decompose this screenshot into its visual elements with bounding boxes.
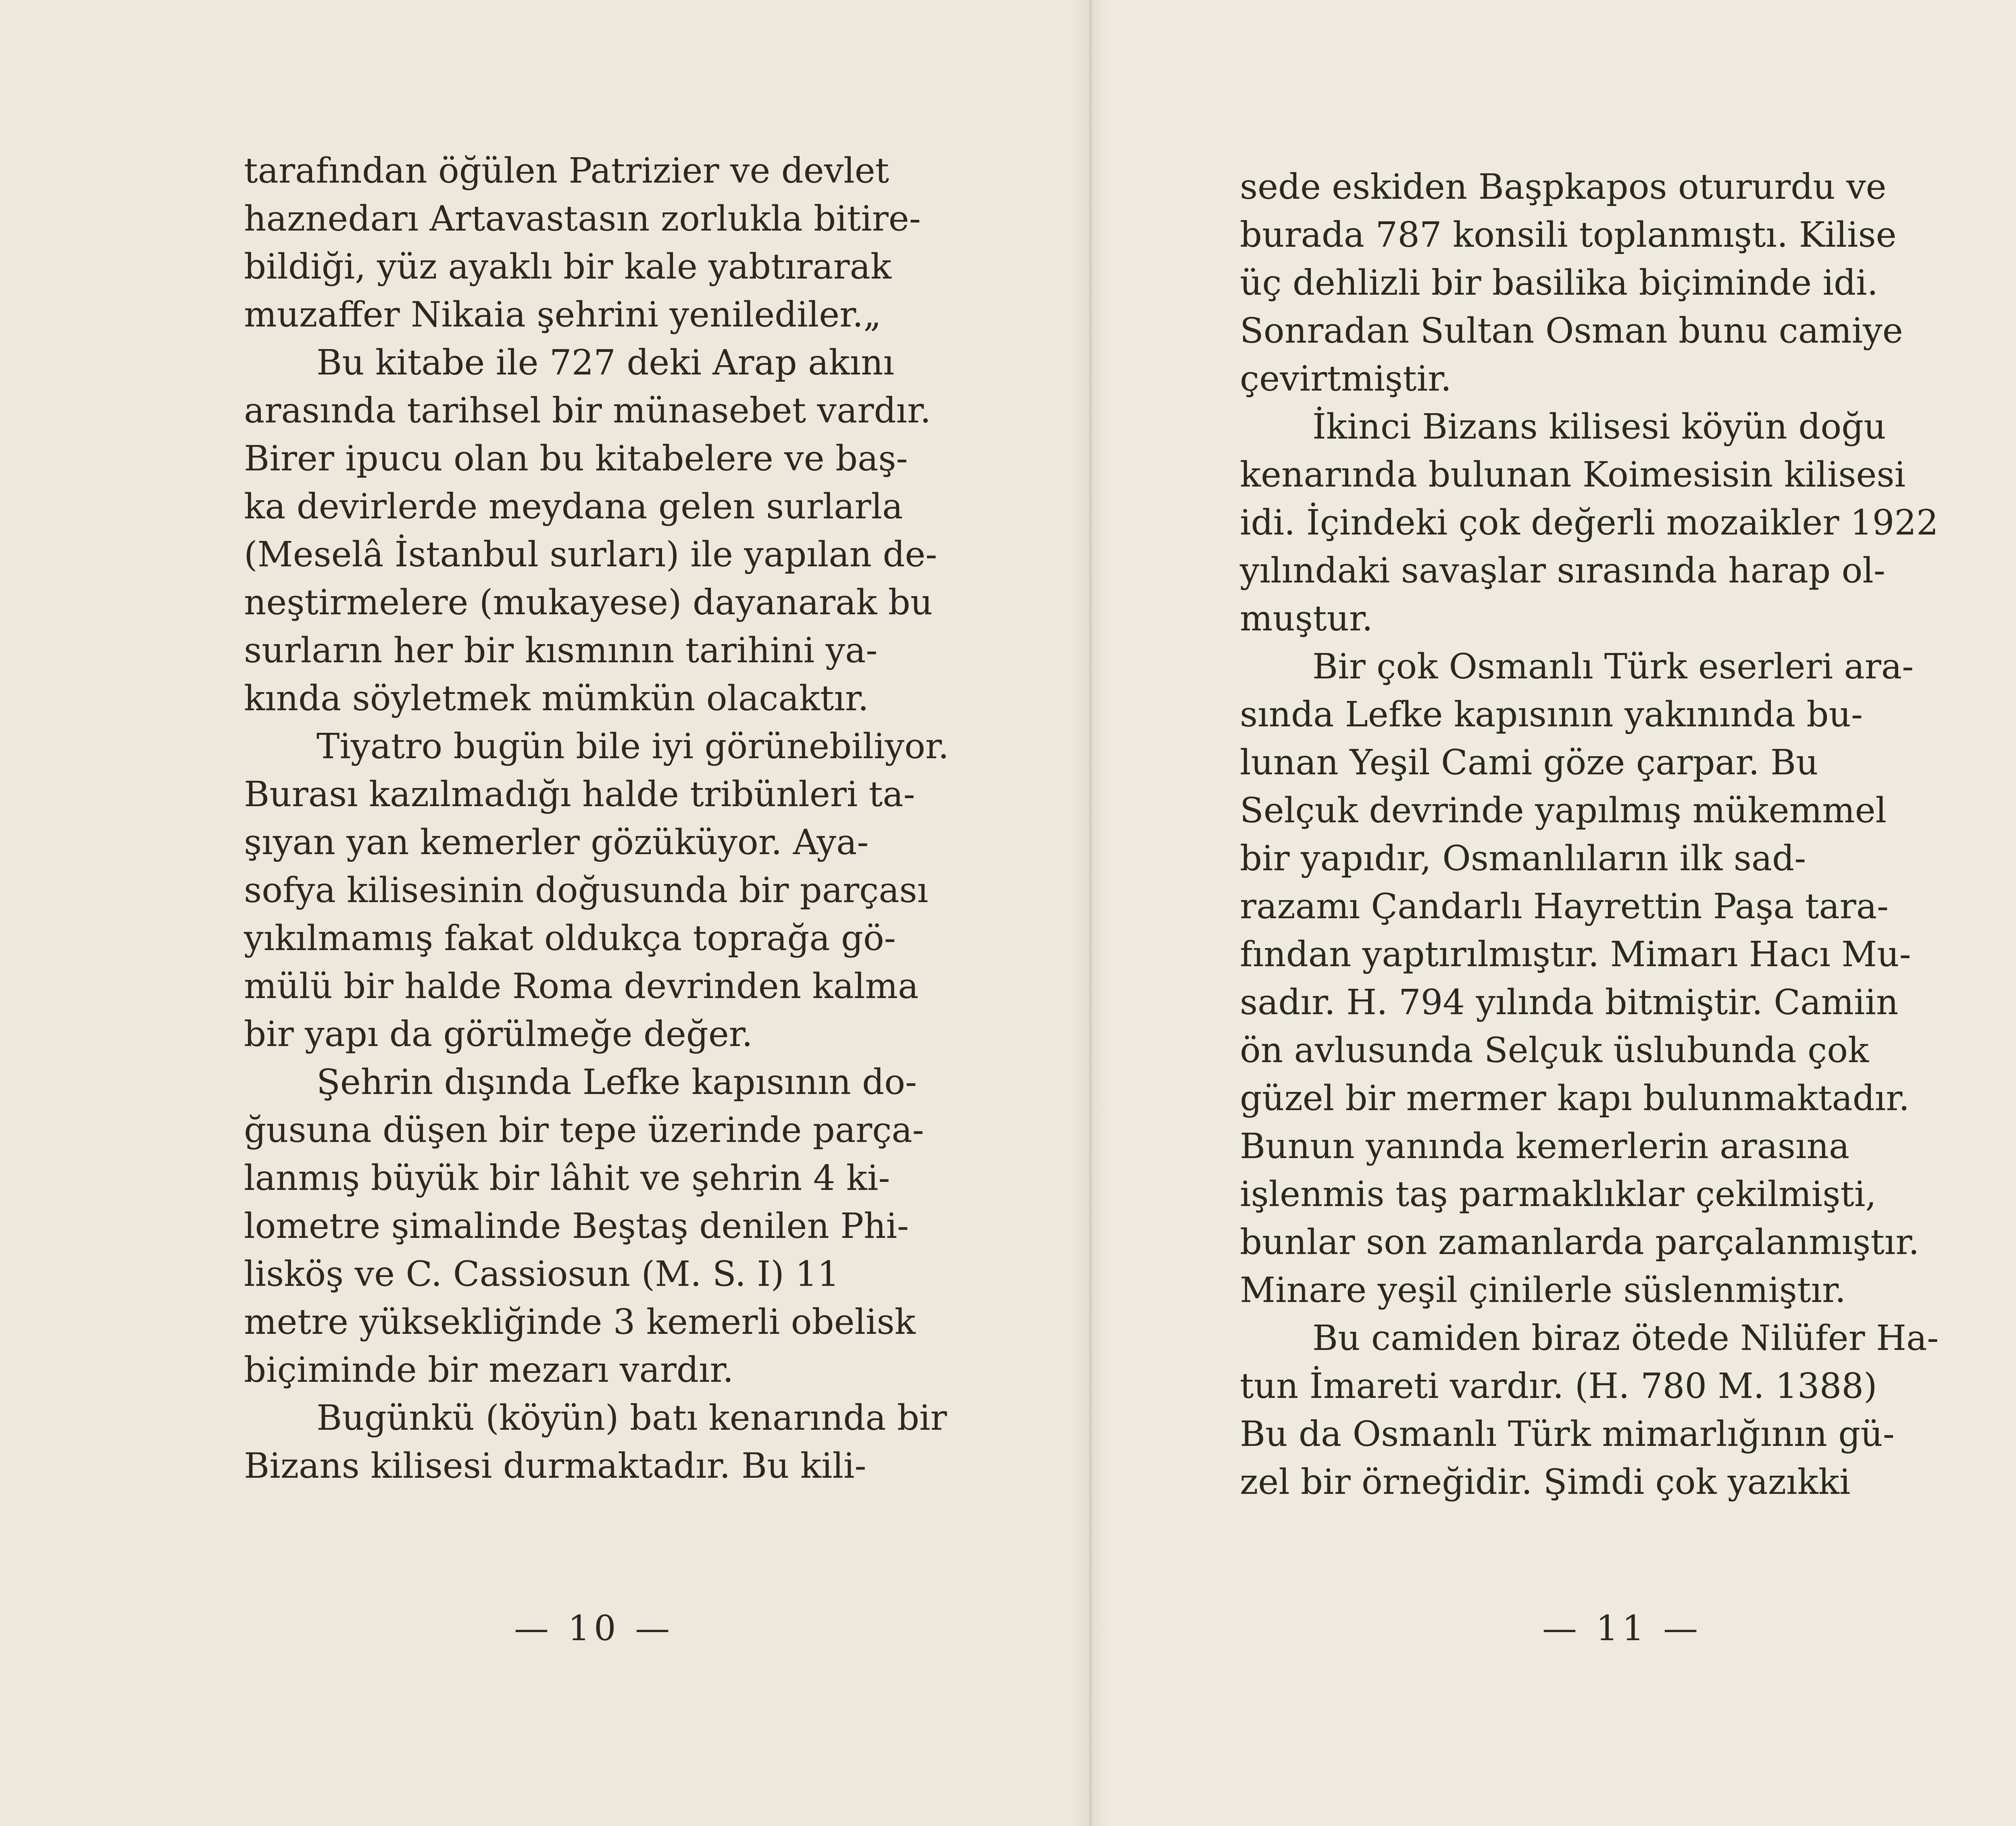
book-gutter [1073, 0, 1109, 1826]
paragraph: Bugünkü (köyün) batı kenarında bir Bizans kilisesi durmaktadır. Bu kili- [244, 1398, 947, 1486]
paragraph: Bir çok Osmanlı Türk eserleri ara- sında Lefke kapısının yakınında bu- lunan Yeşil Cami göze çarpar. Bu Selçuk devrinde yapılmış mükemmel bir yapıdır, Osmanlıların ilk sad- razamı Çandarlı Hayrettin Paşa tara- fından yaptırılmıştır. Mimarı Hacı Mu- sadır. H. 794 yılında bitmiştir. Camiin ön avlusunda Selçuk üslubunda çok güzel bir mermer kapı bulunmaktadır. Bunun yanında kemerlerin arasına işlenmis taş parmaklıklar çekilmişti, bunlar son zamanlarda parçalanmıştır. Minare yeşil çinilerle süslenmiştır. [1240, 647, 1920, 1310]
right-page [1090, 0, 2016, 1826]
paragraph: Bu kitabe ile 727 deki Arap akını arasında tarihsel bir münasebet vardır. Birer ipucu olan bu kitabelere ve baş- ka devirlerde meydana gelen surlarla (Meselâ İstanbul surları) ile yapılan de- neştirmelere (mukayese) dayanarak bu surların her bir kısmının tarihini ya- kında söyletmek mümkün olacaktır. [244, 343, 937, 719]
paragraph: Şehrin dışında Lefke kapısının do- ğusuna düşen bir tepe üzerinde parça- lanmış büyük bir lâhit ve şehrin 4 ki- lometre şimalinde Beştaş denilen Phi- lisköş ve C. Cassiosun (M. S. I) 11 metre yüksekliğinde 3 kemerli obelisk biçiminde bir mezarı vardır. [244, 1062, 924, 1390]
paragraph: İkinci Bizans kilisesi köyün doğu kenarında bulunan Koimesisin kilisesi idi. İçindeki çok değerli mozaikler 1922 yılındaki savaşlar sırasında harap ol- muştur. [1240, 407, 1939, 639]
paragraph: Tiyatro bugün bile iyi görünebiliyor. Burası kazılmadığı halde tribünleri ta- şıyan yan kemerler gözüküyor. Aya- sofya kilisesinin doğusunda bir parçası yıkılmamış fakat oldukça toprağa gö- mülü bir halde Roma devrinden kalma bir yapı da görülmeğe değer. [244, 726, 949, 1054]
page-number: — 11 — [1542, 1608, 1702, 1649]
paragraph: tarafından öğülen Patrizier ve devlet haznedarı Artavastasın zorlukla bitire- bildiği, yüz ayaklı bir kale yabtırarak muzaffer Nikaia şehrini yenilediler.„ [244, 151, 921, 335]
paragraph: sede eskiden Başpkapos otururdu ve burada 787 konsili toplanmıştı. Kilise üç dehlizli bir basilika biçiminde idi. Sonradan Sultan Osman bunu camiye çevirtmiştir. [1240, 167, 1903, 399]
left-page-text [244, 147, 1018, 1490]
right-page-text [1240, 163, 1990, 1506]
page-number: — 10 — [514, 1608, 674, 1649]
paragraph: Bu camiden biraz ötede Nilüfer Ha- tun İmareti vardır. (H. 780 M. 1388) Bu da Osmanlı Türk mimarlığının gü- zel bir örneğidir. Şimdi çok yazıkki [1240, 1318, 1939, 1502]
